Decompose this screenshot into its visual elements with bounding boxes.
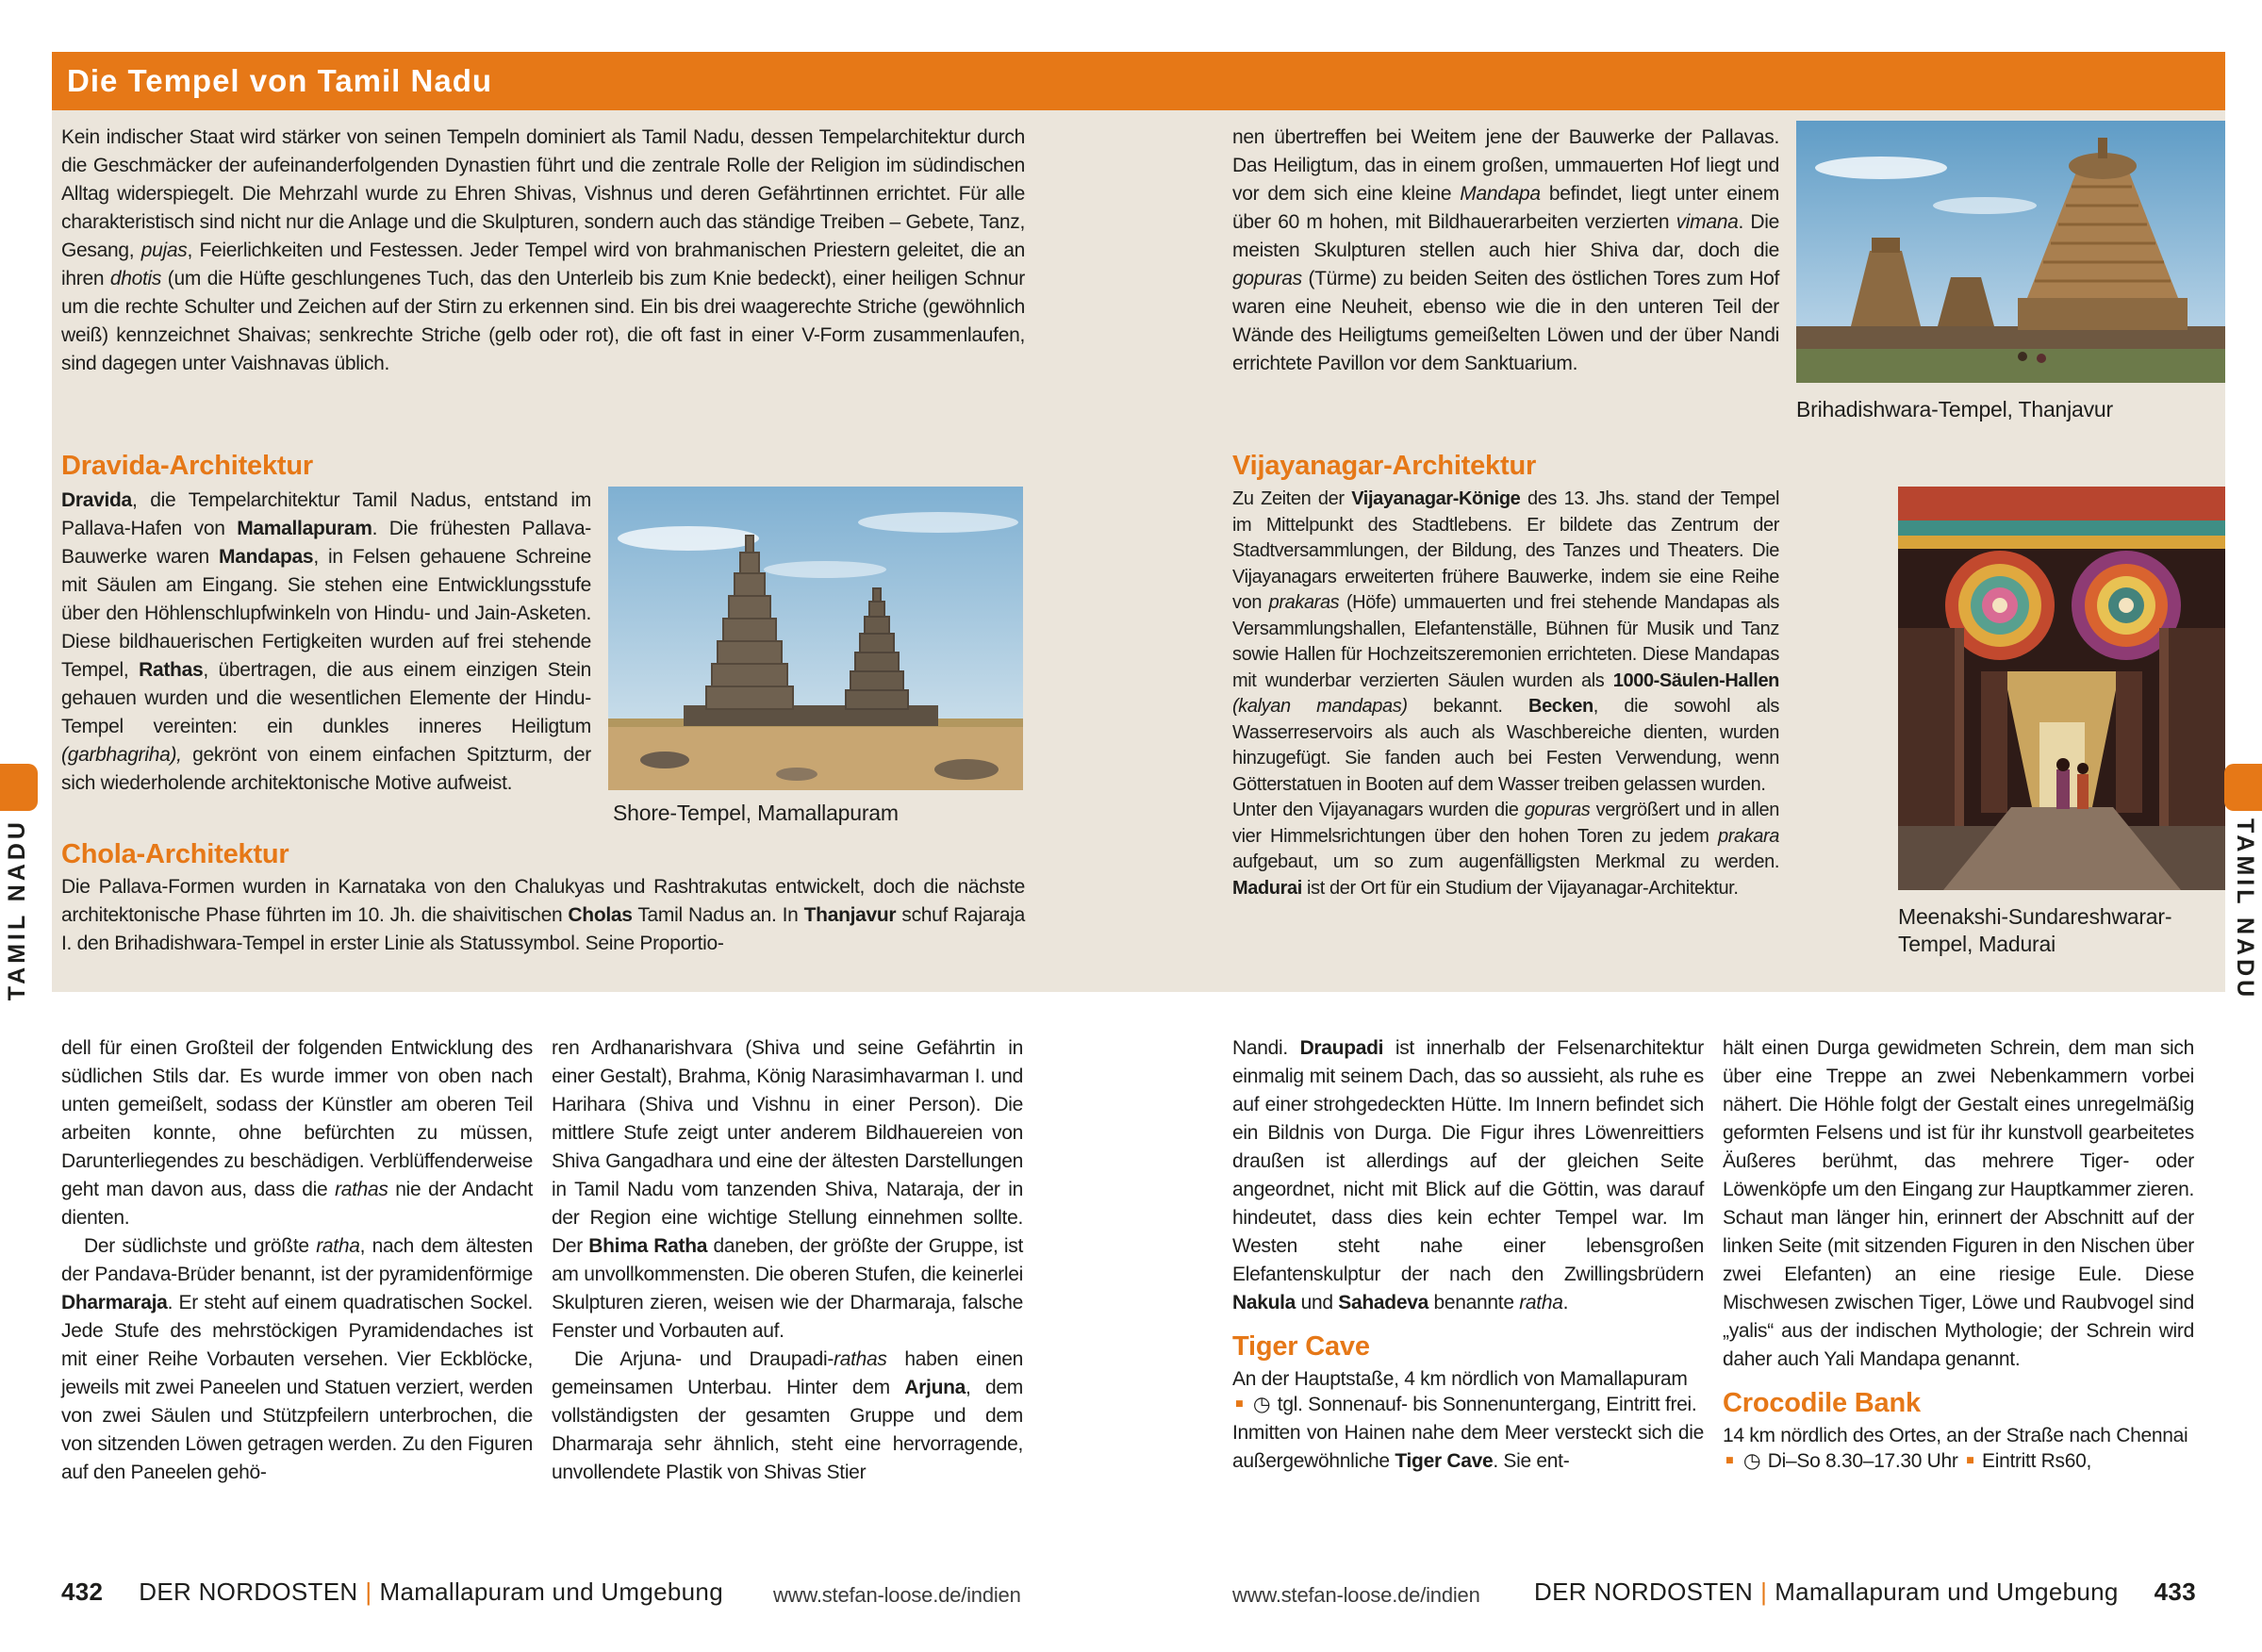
vijayanagar-para1 (1232, 487, 1779, 798)
orange-bullet-icon: ■ (1966, 1453, 1974, 1469)
text-run: gopuras (1232, 268, 1302, 289)
left-edge-tab-marker (0, 764, 38, 811)
text-run: , in Felsen gehauene Schreine mit Säulen am Eingang. Sie stehen eine Entwicklungsstufe über den Höhlenschlupfwinkeln von Hindu- und Jain-Asketen. Diese bildhauerischen Fertigkeiten wurden auf frei stehende Tempel, (61, 546, 591, 681)
text-run: , Feierlichkeiten und Festessen. Jeder Tempel wird von brahmanischen Priestern geleitet, die an ihren (61, 240, 1025, 289)
text-run: . Die frühesten Pallava-Bauwerke waren (61, 518, 591, 568)
text-run: Dharmaraja (61, 1292, 168, 1313)
column3-para1 (1232, 1034, 1704, 1317)
crocodile-bank-info (1723, 1423, 2194, 1474)
text-run: Bhima Ratha (588, 1235, 708, 1257)
text-run: Tiger Cave (1395, 1450, 1494, 1473)
text-run: Tamil Nadus an. In (632, 904, 804, 926)
text-run: rathas (335, 1179, 388, 1200)
text-run: tgl. Sonnenauf- bis Sonnenuntergang, Eintritt frei. (1272, 1394, 1697, 1415)
text-run: Dravida (61, 489, 132, 511)
column1-para2 (61, 1232, 533, 1487)
brihadishwara-caption: Brihadishwara-Tempel, Thanjavur (1796, 397, 2113, 421)
text-run: nen übertreffen bei Weitem jene der Bauwerke der Pallavas. Das Heiligtum, das in einem großen, ummauerten Hof liegt und vor dem sich eine kleine (1232, 126, 1779, 205)
shore-temple-photo (608, 487, 1023, 790)
text-run: Nakula (1232, 1292, 1296, 1313)
column4-para1 (1723, 1034, 2194, 1374)
text-run: Nandi. (1232, 1037, 1300, 1059)
text-run: (um die Hüfte geschlungenes Tuch, das den Unterleib bis zum Knie bedeckt), einer heiligen Schnur um die rechte Schulter und Zeichen auf der Stirn zu erkennen sind. Ein bis drei waagerechte Striche (gewöhnlich weiß) kennzeichnet Shaivas; senkrechte Striche (gelb oder rot), die oft fast in einer V-Form zusammenlaufen, sind dagegen unter Vaishnavas üblich. (61, 268, 1026, 374)
bottom-column-3 (1232, 1034, 1704, 1476)
brihadishwara-temple-photo (1796, 121, 2225, 383)
text-run: . Er steht auf einem quadratischen Sockel. Jede Stufe des mehrstöckigen Pyramidendaches ist mit einer Reihe Vorbauten versehen. Vier Eckblöcke, jeweils mit zwei Paneelen und Statuen verziert, werden von zwei Säulen und Stützpfeilern unterbrochen, die von sitzenden Löwen getragen werden. Zu den Figuren auf den Paneelen gehö- (61, 1292, 533, 1483)
text-run: Inmitten von Hainen nahe dem Meer versteckt sich die außergewöhnliche (1232, 1422, 1704, 1473)
tiger-cave-body (1232, 1419, 1704, 1476)
text-run: , die Tempelarchitektur Tamil Nadus, entstand im Pallava-Hafen von (61, 489, 591, 539)
text-run: schuf Rajaraja I. den Brihadishwara-Tempel in erster Linie als Statussymbol. Seine Proportio- (61, 904, 1025, 954)
text-run: Die Pallava-Formen wurden in Karnataka von den Chalukyas und Rashtrakutas entwickelt, doch die nächste architektonische Phase führten im 10. Jh. die shaivitischen (61, 876, 1025, 926)
text-run: ist innerhalb der Felsenarchitektur einmalig mit seinem Dach, das so aussieht, als ruhe es auf einer strohgedeckten Hütte. Im Innern befindet sich ein Bildnis von Durga. Die Figur ihres Löwenreittiers draußen ist allerdings auf der gleichen Seite angeordnet, nicht mit Blick auf die Göttin, was darauf hindeutet, dass dies kein echter Tempel war. Im Westen steht nahe einer lebensgroßen Elefantenskulptur der nach den Zwillingsbrüdern (1232, 1037, 1704, 1285)
text-run: , dem vollständigsten der gesamten Gruppe und dem Dharmaraja sehr ähnlich, steht eine hervorragende, unvollendete Plastik von Shivas Stier (552, 1377, 1023, 1483)
right-page-footer (1534, 1578, 2194, 1607)
vijayanagar-body (1232, 487, 1779, 901)
column2-para1 (552, 1034, 1023, 1346)
text-run: ratha (1519, 1292, 1563, 1313)
text-run: Arjuna (904, 1377, 966, 1398)
crocodile-bank-heading: Crocodile Bank (1723, 1388, 1921, 1418)
dravida-heading: Dravida-Architektur (61, 451, 313, 481)
text-run: ren Ardhanarishvara (Shiva und seine Gefährtin in einer Gestalt), Brahma, König Narasimhavarman I. und Harihara (Shiva und Vishnu in einer Person). Die mittlere Stufe zeigt unter anderem Bildhauereien von Shiva Gangadhara und eine der ältesten Darstellungen in Tamil Nadu vom tanzenden Shiva, Nataraja, der in der Region eine wichtige Stellung einnehmen sollte. Der (552, 1037, 1023, 1257)
text-run: (Höfe) ummauerten und frei stehende Mandapas als Versammlungshallen, Elefantenställe, Bühnen für Musik und Tanz sowie Hallen für Hochzeitszeremonien errichteten. Diese Mandapas mit wunderbar verzierten Säulen wurden als (1232, 592, 1779, 691)
text-run: Mamallapuram (237, 518, 372, 539)
page-title: Die Tempel von Tamil Nadu (67, 63, 493, 98)
text-run: , die sowohl als Wasserreservoirs als auch als Waschbereiche dienten, wurden hinzugefügt. Sie fanden auch bei Festen Verwendung, wenn Götterstatuen in Booten auf dem Wasser treiben gelassen wurden. (1232, 696, 1780, 795)
text-run: ist der Ort für ein Studium der Vijayanagar-Architektur. (1301, 877, 1739, 899)
text-run: . (1562, 1292, 1569, 1313)
tiger-cave-info (1232, 1366, 1704, 1417)
column2-para2 (552, 1346, 1023, 1487)
text-run: Unter den Vijayanagars wurden die (1232, 800, 1525, 820)
footer-sub-right: Mamallapuram und Umgebung (1775, 1578, 2119, 1606)
chola-continuation (1232, 124, 1779, 378)
text-run: . Die meisten Skulpturen stellen auch hier Shiva dar, doch die (1232, 211, 1779, 261)
text-run: Madurai (1232, 877, 1302, 899)
text-run: (garbhagriha), (61, 744, 182, 766)
text-run: Draupadi (1299, 1037, 1384, 1059)
text-run: Thanjavur (803, 904, 897, 926)
text-run: (kalyan mandapas) (1232, 696, 1408, 717)
text-run: aufgebaut, um so zum augenfälligsten Merkmal zu werden. (1232, 851, 1779, 872)
text-run: ratha (316, 1235, 360, 1257)
text-run: Sahadeva (1338, 1292, 1428, 1313)
meenakshi-caption-line2: Tempel, Madurai (1898, 932, 2056, 956)
intro-paragraph (61, 124, 1025, 378)
text-run: dell für einen Großteil der folgenden Entwicklung des südlichen Stils dar. Es wurde immer von oben nach unten gemeißelt, sodass der Künstler am oberen Teil arbeiten konnte, ohne befürchten zu müssen, Darunterliegendes zu beschädigen. Verblüffenderweise geht man davon aus, dass die (61, 1037, 533, 1200)
text-run: Die Arjuna- und Draupadi- (574, 1348, 834, 1370)
left-page-number: 432 (61, 1578, 104, 1606)
text-run: vergrößert und in allen vier Himmelsrichtungen über den hohen Toren zu jedem (1232, 800, 1779, 847)
meenakshi-temple-photo (1898, 487, 2225, 890)
text-run: , nach dem ältesten der Pandava-Brüder benannt, ist der pyramidenförmige (61, 1235, 533, 1285)
text-run: bekannt. (1407, 696, 1529, 717)
text-run: haben einen gemeinsamen Unterbau. Hinter dem (552, 1348, 1023, 1398)
dravida-body (61, 487, 591, 798)
vijayanagar-heading: Vijayanagar-Architektur (1232, 451, 1537, 481)
left-page-footer (61, 1578, 723, 1607)
footer-url-left: www.stefan-loose.de/indien (773, 1583, 1021, 1607)
clock-icon: ◷ (1742, 1449, 1761, 1472)
text-run: prakaras (1268, 592, 1340, 613)
text-run: Mandapa (1460, 183, 1541, 205)
text-run: . Sie ent- (1493, 1450, 1570, 1473)
text-run: Zu Zeiten der (1232, 488, 1352, 509)
left-edge-tab-label: TAMIL NADU (4, 818, 30, 1001)
text-run: vimana (1676, 211, 1739, 233)
text-run: prakara (1717, 825, 1779, 847)
orange-bullet-icon: ■ (1725, 1453, 1734, 1469)
text-run: gekrönt von einem einfachen Spitzturm, der sich wiederholende architektonische Motive aufweist. (61, 744, 591, 794)
text-run: pujas (140, 240, 188, 261)
meenakshi-caption-line1: Meenakshi-Sundareshwarar- (1898, 904, 2172, 929)
bottom-column-4 (1723, 1034, 2194, 1476)
column1-para1 (61, 1034, 533, 1232)
meenakshi-caption (1898, 903, 2219, 958)
right-page-number: 433 (2154, 1578, 2196, 1606)
text-run: benannte (1428, 1292, 1520, 1313)
text-run: hält einen Durga gewidmeten Schrein, dem man sich über eine Treppe an zwei Nebenkammern vorbei nähert. Die Höhle folgt der Gestalt eines unregelmäßig geformten Felsens und ist für ihr kunstvoll gearbeitetes Äußeres berühmt, das mehrere Tiger- oder Löwenköpfe um den Eingang zur Hauptkammer zieren. Schaut man länger hin, erinnert der Abschnitt auf der linken Seite (mit sitzenden Figuren in den Nischen über zwei Elefanten) an eine riesige Eule. Diese Mischwesen zwischen Tiger, Löwe und Raubvogel sind „yalis“ aus der indischen Mythologie; der Schrein wird daher auch Yali Mandapa genannt. (1723, 1037, 2194, 1370)
text-run: gopuras (1524, 800, 1591, 820)
shore-temple-caption: Shore-Tempel, Mamallapuram (613, 801, 899, 825)
text-run: dhotis (109, 268, 162, 289)
footer-section-left: DER NORDOSTEN (139, 1578, 358, 1606)
bottom-column-1 (61, 1034, 533, 1487)
text-run: (Türme) zu beiden Seiten des östlichen Tores zum Hof waren eine Neuheit, ebenso wie die in den unteren Teil der Wände des Heiligtums gemeißelten Löwen und der über Nandi errichtete Pavillon vor dem Sanktuarium. (1232, 268, 1779, 374)
tiger-cave-heading: Tiger Cave (1232, 1331, 1370, 1362)
text-run: Rathas (139, 659, 204, 681)
text-run: 14 km nördlich des Ortes, an der Straße nach Chennai (1723, 1425, 2188, 1446)
brihadishwara-illustration (1796, 121, 2225, 383)
footer-separator-icon: | (365, 1578, 372, 1606)
text-run: befindet, liegt unter einem über 60 m hohen, mit Bildhauerarbeiten verzierten (1232, 183, 1779, 233)
text-run: nie der Andacht dienten. (61, 1179, 533, 1229)
footer-sub-left: Mamallapuram und Umgebung (379, 1578, 723, 1606)
text-run: Kein indischer Staat wird stärker von seinen Tempeln dominiert als Tamil Nadu, dessen Tempelarchitektur durch die Geschmäcker der aufeinanderfolgenden Dynastien führt und die zentrale Rolle der Religion im südindischen Alltag widerspiegelt. Die Mehrzahl wurde zu Ehren Shivas, Vishnus und deren Gefährtinnen errichtet. Für alle charakteristisch sind nicht nur die Anlage und die Skulpturen, sondern auch das ständige Treiben – Gebete, Tanz, Gesang, (61, 126, 1025, 261)
footer-url-right: www.stefan-loose.de/indien (1232, 1583, 1480, 1607)
text-run: An der Hauptstaße, 4 km nördlich von Mamallapuram (1232, 1368, 1688, 1390)
right-edge-tab-marker (2224, 764, 2262, 811)
orange-bullet-icon: ■ (1235, 1396, 1244, 1412)
text-run: Becken (1528, 696, 1593, 717)
text-run: Eintritt Rs60, (1976, 1450, 2092, 1472)
text-run: rathas (834, 1348, 887, 1370)
shore-temple-illustration (608, 487, 1023, 790)
text-run: Mandapas (219, 546, 314, 568)
header-banner (52, 52, 2225, 110)
vijayanagar-para2 (1232, 798, 1779, 901)
footer-section-right: DER NORDOSTEN (1534, 1578, 1754, 1606)
text-run: und (1296, 1292, 1339, 1313)
text-run: Der südlichste und größte (84, 1235, 317, 1257)
right-edge-tab-label: TAMIL NADU (2232, 818, 2258, 1001)
text-run: daneben, der größte der Gruppe, ist am unvollkommensten. Die oberen Stufen, die keinerlei Skulpturen zieren, weisen wie der Dharmaraja, falsche Fenster und Vorbauten auf. (552, 1235, 1023, 1342)
text-run: Vijayanagar-Könige (1351, 488, 1521, 509)
meenakshi-corridor-illustration (1898, 487, 2225, 890)
chola-heading: Chola-Architektur (61, 839, 289, 869)
footer-separator-icon: | (1760, 1578, 1768, 1606)
text-run: , übertragen, die aus einem einzigen Stein gehauen wurden und die wesentlichen Elemente der Hindu-Tempel vereinten: ein dunkles inneres Heiligtum (61, 659, 591, 737)
bottom-column-2 (552, 1034, 1023, 1487)
text-run: des 13. Jhs. stand der Tempel im Mittelpunkt des Stadtlebens. Er bildete das Zentrum der Stadtversammlungen, der Bildung, des Tanzes und Theaters. Die Vijayanagars erweiterten frühere Bauwerke, indem sie eine Reihe von (1232, 488, 1780, 613)
text-run: Cholas (568, 904, 633, 926)
text-run: Di–So 8.30–17.30 Uhr (1762, 1450, 1964, 1472)
chola-body (61, 873, 1025, 958)
text-run: 1000-Säulen-Hallen (1612, 669, 1779, 691)
clock-icon: ◷ (1252, 1393, 1271, 1415)
